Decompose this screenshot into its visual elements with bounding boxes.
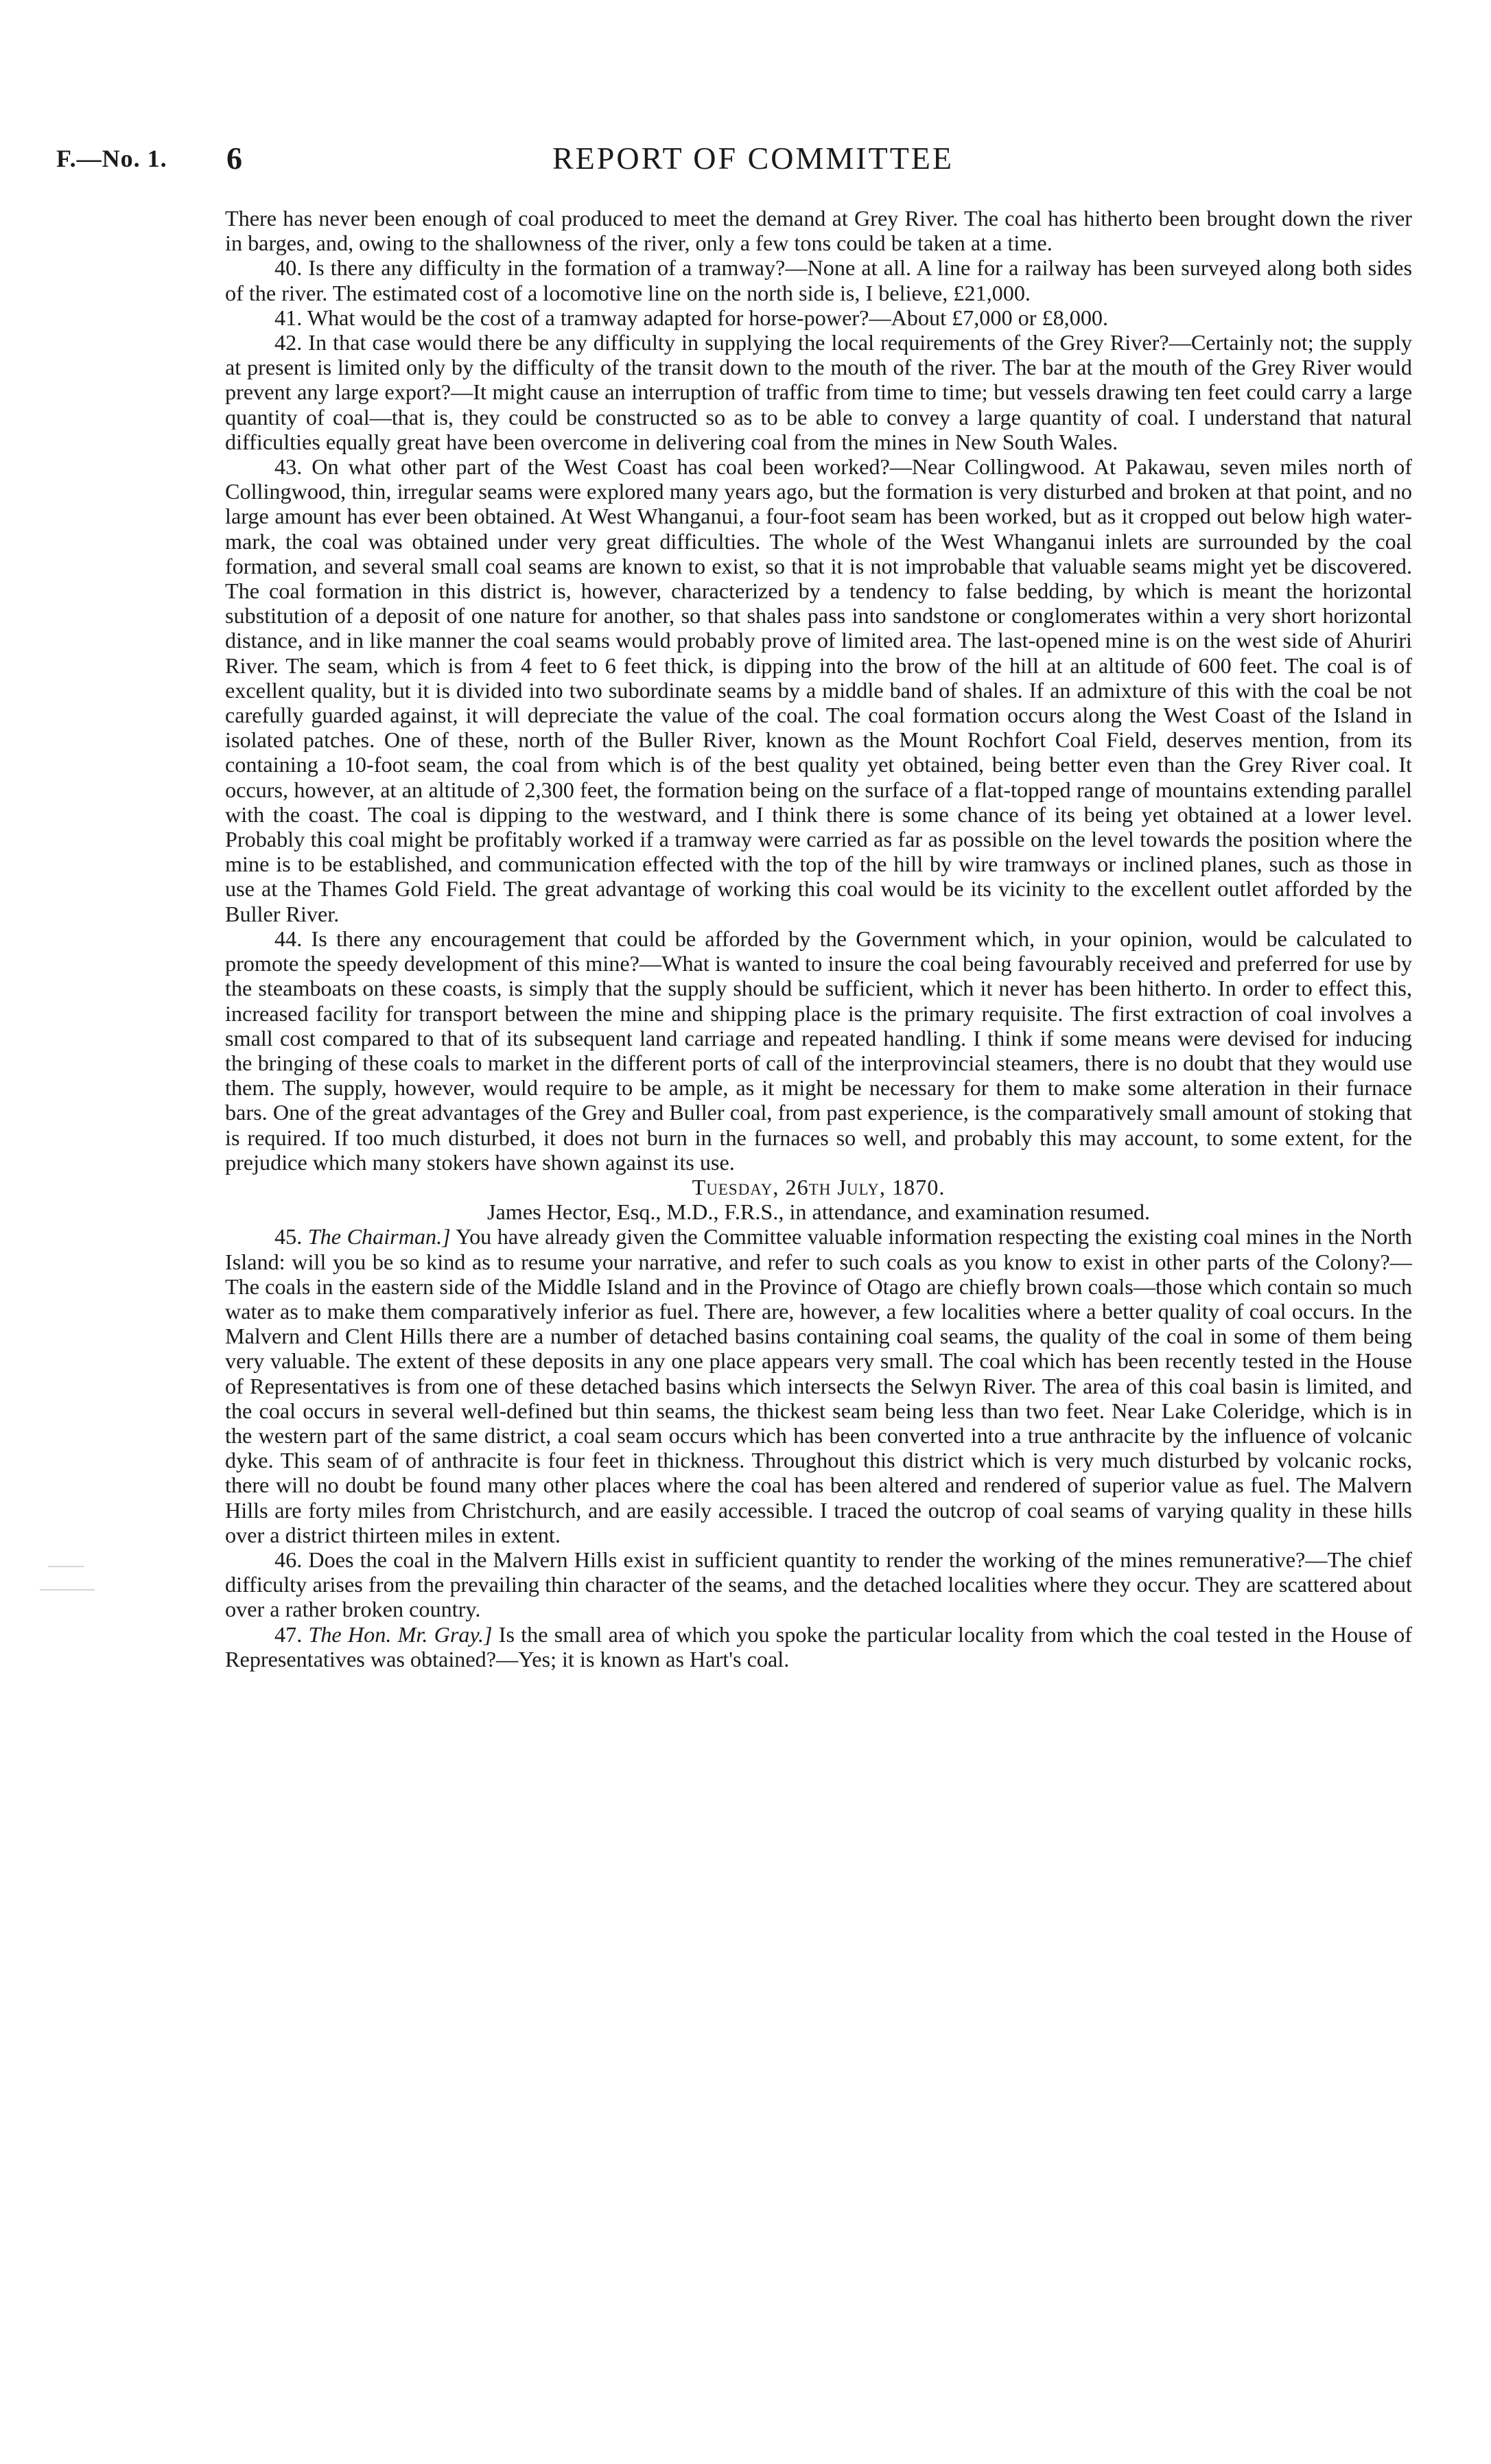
- question-44: 44. Is there any encouragement that could be afforded by the Government which, in your opinion, would be calculated to promote the speedy development of this mine?—What is wanted to insure the coal being favourably received and preferred for use by the steamboats on these coasts, is simply that the supply should be sufficient, which it never has been hitherto. In order to effect this, increased facility for transport between the mine and shipping place is the primary requisite. The first extraction of coal involves a small cost compared to that of its subsequent land carriage and repeated handling. I think if some means were devised for inducing the bringing of these coals to market in the different ports of call of the interprovincial steamers, there is no doubt that they would use them. The supply, however, would require to be ample, as it might be necessary for them to make some alteration in their furnace bars. One of the great advantages of the Grey and Buller coal, from past experience, is the comparatively small amount of stoking that is required. If too much disturbed, it does not burn in the furnaces so well, and probably this may account, to some extent, for the prejudice which many stokers have shown against its use.: [225, 926, 1412, 1175]
- speaker-name: The Hon. Mr. Gray.]: [308, 1621, 493, 1647]
- question-text: You have already given the Committee valuable information respecting the existing coal mines in the North Island: will you be so kind as to resume your narrative, and refer to such coals as you know to exist in other parts of the Colony?—The coals in the eastern side of the Middle Island and in the Province of Otago are chiefly brown coals—those which contain so much water as to make them comparatively inferior as fuel. There are, however, a few localities where a better quality of coal occurs. In the Malvern and Clent Hills there are a number of detached basins containing coal seams, the quality of the coal in some of them being very valuable. The extent of these deposits in any one place appears very small. The coal which has been recently tested in the House of Representatives is from one of these detached basins which intersects the Selwyn River. The area of this coal basin is limited, and the coal occurs in several well-defined but thin seams, the thickest seam being less than two feet. Near Lake Coleridge, which is in the western part of the same district, a coal seam occurs which has been converted into a true anthracite by the influence of volcanic dyke. This seam of of anthracite is four feet in thickness. Throughout this district which is very much disturbed by volcanic rocks, there will no doubt be found many other places where the coal has been altered and rendered of superior value as fuel. The Malvern Hills are forty miles from Christchurch, and are easily accessible. I traced the outcrop of coal seams of varying quality in these hills over a district thirteen miles in extent.: [225, 1224, 1413, 1547]
- session-date: Tuesday, 26th July, 1870.: [692, 1174, 946, 1199]
- question-41: 41. What would be the cost of a tramway adapted for horse-power?—About £7,000 or £8,000.: [274, 305, 1109, 330]
- question-47: [225, 1622, 1412, 1671]
- margin-smudge: [40, 1589, 95, 1591]
- page-title: REPORT OF COMMITTEE: [552, 141, 954, 176]
- question-45: [225, 1224, 1412, 1547]
- question-text: Is the small area of which you spoke the particular locality from which the coal tested in the House of Representatives was obtained?—Yes; it is known as Hart's coal.: [225, 1621, 1412, 1671]
- question-number: 45.: [274, 1224, 303, 1249]
- question-42: 42. In that case would there be any difficulty in supplying the local requirements of the Grey River?—Certainly not; the supply at present is limited only by the difficulty of the transit down to the mouth of the river. The bar at the mouth of the Grey River would prevent any large export?—It might cause an interruption of traffic from time to time; but vessels drawing ten feet could carry a large quantity of coal—that is, they could be constructed so as to be able to convey a large quantity of coal. I understand that natural difficulties equally great have been overcome in delivering coal from the mines in New South Wales.: [225, 330, 1412, 454]
- page-number: 6: [226, 141, 242, 176]
- document-reference: F.—No. 1.: [56, 145, 167, 172]
- margin-smudge: [48, 1566, 84, 1567]
- question-number: 47.: [274, 1621, 303, 1647]
- paragraph-continuation: There has never been enough of coal produced to meet the demand at Grey River. The coal has hitherto been brought down the river in barges, and, owing to the shallowness of the river, only a few tons could be taken at a time.: [225, 206, 1412, 256]
- page-header: [0, 141, 1491, 185]
- report-body: [225, 206, 1412, 1671]
- attendance-note: James Hector, Esq., M.D., F.R.S., in attendance, and examination resumed.: [486, 1199, 1151, 1225]
- question-40: 40. Is there any difficulty in the formation of a tramway?—None at all. A line for a railway has been surveyed along both sides of the river. The estimated cost of a locomotive line on the north side is, I believe, £21,000.: [225, 255, 1412, 305]
- question-43: 43. On what other part of the West Coast has coal been worked?—Near Collingwood. At Pakawau, seven miles north of Collingwood, thin, irregular seams were explored many years ago, but the formation is very disturbed and broken at that point, and no large amount has ever been obtained. At West Whanganui, a four-foot seam has been worked, but as it cropped out below high water-mark, the coal was obtained under very great difficulties. The whole of the West Whanganui inlets are surrounded by the coal formation, and several small coal seams are known to exist, so that it is not improbable that valuable seams might yet be discovered. The coal formation in this district is, however, characterized by a tendency to false bedding, by which is meant the horizontal substitution of a deposit of one nature for another, so that shales pass into sandstone or conglomerates within a very short horizontal distance, and in like manner the coal seams would probably prove of limited area. The last-opened mine is on the west side of Ahuriri River. The seam, which is from 4 feet to 6 feet thick, is dipping into the brow of the hill at an altitude of 600 feet. The coal is of excellent quality, but it is divided into two subordinate seams by a middle band of shales. If an admixture of this with the coal be not carefully guarded against, it will depreciate the value of the coal. The coal formation occurs along the West Coast of the Island in isolated patches. One of these, north of the Buller River, known as the Mount Rochfort Coal Field, deserves mention, from its containing a 10-foot seam, the coal from which is of the best quality yet obtained, being better even than the Grey River coal. It occurs, however, at an altitude of 2,300 feet, the formation being on the surface of a flat-topped range of mountains extending parallel with the coast. The coal is dipping to the westward, and I think there is some chance of its being yet obtained at a lower level. Probably this coal might be profitably worked if a tramway were carried as far as possible on the level towards the position where the mine is to be established, and communication effected with the top of the hill by wire tramways or inclined planes, such as those in use at the Thames Gold Field. The great advantage of working this coal would be its vicinity to the excellent outlet afforded by the Buller River.: [225, 454, 1412, 926]
- speaker-name: The Chairman.]: [307, 1224, 451, 1249]
- question-46: 46. Does the coal in the Malvern Hills exist in sufficient quantity to render the working of the mines remunerative?—The chief difficulty arises from the prevailing thin character of the seams, and the detached localities where they occur. They are scattered about over a rather broken country.: [225, 1547, 1412, 1622]
